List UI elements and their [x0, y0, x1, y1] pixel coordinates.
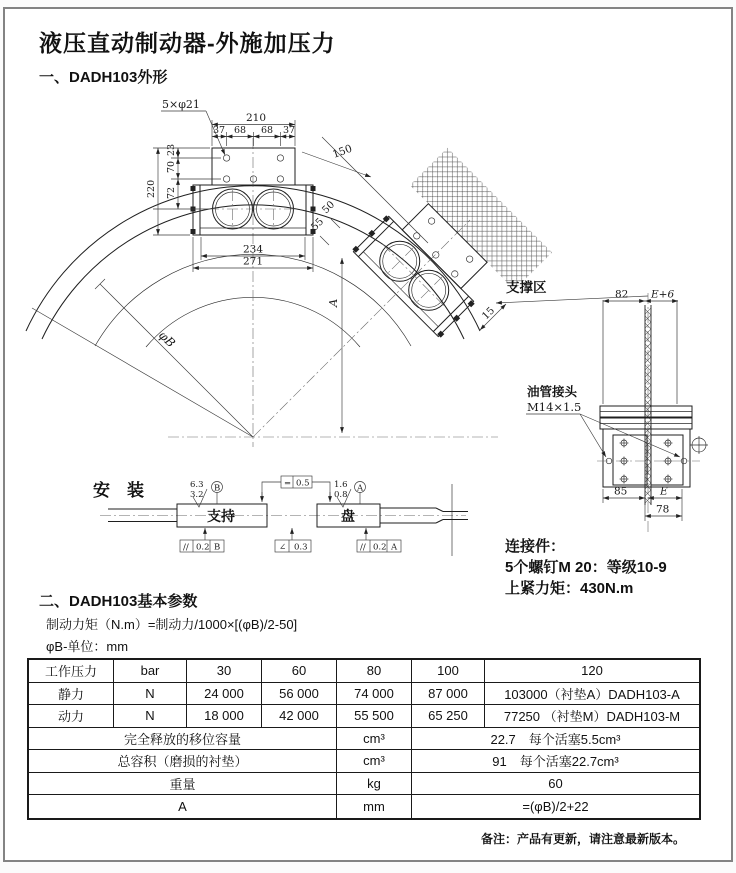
static-80: 74 000	[337, 683, 412, 706]
dim-234: 234	[243, 243, 264, 256]
roughness-b-bot: 3.2	[190, 490, 204, 500]
static-100: 87 000	[412, 683, 485, 706]
symmetry-symbol: =	[284, 478, 292, 489]
displacement-label: 完全释放的移位容量	[29, 728, 337, 751]
dim-82: 82	[615, 288, 629, 301]
static-unit: N	[114, 683, 187, 706]
dim-37a: 37	[213, 125, 226, 136]
dim-23: 23	[166, 143, 177, 156]
dim-78: 78	[656, 503, 670, 516]
support-zone-label: 支撑区	[506, 280, 547, 295]
dim-68a: 68	[234, 125, 247, 136]
pipe-thread-label: M14×1.5	[527, 400, 582, 414]
a-unit: mm	[337, 795, 412, 818]
install-heading: 安 装	[93, 481, 144, 500]
pipe-joint-label: 油管接头	[527, 385, 578, 399]
weight-value: 60	[412, 773, 699, 796]
datum-a-label: A	[357, 483, 364, 494]
support-zone-callout	[480, 279, 648, 330]
volume-value: 91 每个活塞22.7cm³	[412, 750, 699, 773]
section-2-heading: 二、DADH103基本参数	[39, 593, 198, 610]
dynamic-120: 77250 （衬垫M）DADH103-M	[485, 705, 699, 728]
static-120: 103000（衬垫A）DADH103-A	[485, 683, 699, 706]
page-title: 液压直动制动器-外施加压力	[39, 30, 336, 56]
displacement-value: 22.7 每个活塞5.5cm³	[412, 728, 699, 751]
rotated-caliper-support-zone	[348, 148, 552, 352]
dynamic-label: 动力	[29, 705, 114, 728]
side-view	[526, 289, 708, 533]
footer-note: 备注：产品有更新，请注意最新版本。	[480, 832, 685, 846]
static-60: 56 000	[262, 683, 337, 706]
unit-note: φB-单位：mm	[46, 639, 129, 654]
parallel1-datum: B	[214, 542, 221, 553]
roughness-a-top: 1.6	[334, 480, 348, 490]
install-support-label: 支持	[207, 508, 235, 524]
parallel1-tol: 0.2	[196, 542, 210, 553]
install-diagram	[100, 476, 468, 556]
th-pressure: 工作压力	[29, 660, 114, 683]
dim-A: A	[326, 298, 340, 307]
dim-E6: E+6	[651, 288, 675, 301]
dim-210: 210	[246, 112, 267, 124]
dim-37b: 37	[283, 125, 296, 136]
roughness-a-bot: 0.8	[334, 490, 348, 500]
a-label: A	[29, 795, 337, 818]
dim-72: 72	[166, 186, 177, 199]
th-bar: bar	[114, 660, 187, 683]
dim-phiB: φB	[155, 328, 179, 351]
parallel2-datum: A	[391, 542, 398, 553]
torque-formula: 制动力矩（N.m）=制动力/1000×[(φB)/2-50]	[46, 617, 298, 632]
weight-unit: kg	[337, 773, 412, 796]
angularity-symbol: ∠	[279, 542, 287, 553]
parallel2-symbol: //	[360, 542, 366, 553]
th-120: 120	[485, 660, 699, 683]
th-30: 30	[187, 660, 262, 683]
dynamic-100: 65 250	[412, 705, 485, 728]
th-100: 100	[412, 660, 485, 683]
dynamic-60: 42 000	[262, 705, 337, 728]
connector-line1: 5个螺钉M 20：等级10-9	[505, 559, 667, 576]
angularity-tol: 0.3	[294, 542, 308, 553]
static-30: 24 000	[187, 683, 262, 706]
parallel2-tol: 0.2	[373, 542, 387, 553]
volume-label: 总容积（磨损的衬垫）	[29, 750, 337, 773]
symmetry-tol: 0.5	[296, 478, 310, 489]
dim-50: 50	[320, 199, 338, 217]
dim-55: 55	[309, 216, 327, 234]
parameters-table	[27, 658, 701, 820]
th-60: 60	[262, 660, 337, 683]
dim-85: 85	[614, 485, 628, 498]
dynamic-30: 18 000	[187, 705, 262, 728]
connector-note	[505, 536, 667, 599]
volume-unit: cm³	[337, 750, 412, 773]
a-value: =(φB)/2+22	[522, 798, 589, 814]
datum-b-label: B	[214, 483, 221, 494]
connector-title: 连接件：	[505, 538, 566, 555]
dynamic-unit: N	[114, 705, 187, 728]
dim-15: 15	[480, 305, 498, 323]
dim-271: 271	[243, 255, 264, 268]
th-80: 80	[337, 660, 412, 683]
dim-E: E	[660, 485, 668, 498]
connector-line2: 上紧力矩：430N.m	[505, 580, 634, 597]
dim-70: 70	[166, 160, 177, 173]
static-label: 静力	[29, 683, 114, 706]
roughness-b-top: 6.3	[190, 480, 204, 490]
parallel1-symbol: //	[183, 542, 189, 553]
install-disc-label: 盘	[341, 508, 355, 524]
section-1-heading: 一、DADH103外形	[39, 69, 168, 86]
weight-label: 重量	[29, 773, 337, 796]
dim-bolt-callout: 5×φ21	[162, 98, 200, 111]
dim-220: 220	[146, 179, 157, 198]
dim-150: 150	[330, 142, 354, 161]
displacement-unit: cm³	[337, 728, 412, 751]
dynamic-80: 55 500	[337, 705, 412, 728]
dim-68b: 68	[261, 125, 274, 136]
